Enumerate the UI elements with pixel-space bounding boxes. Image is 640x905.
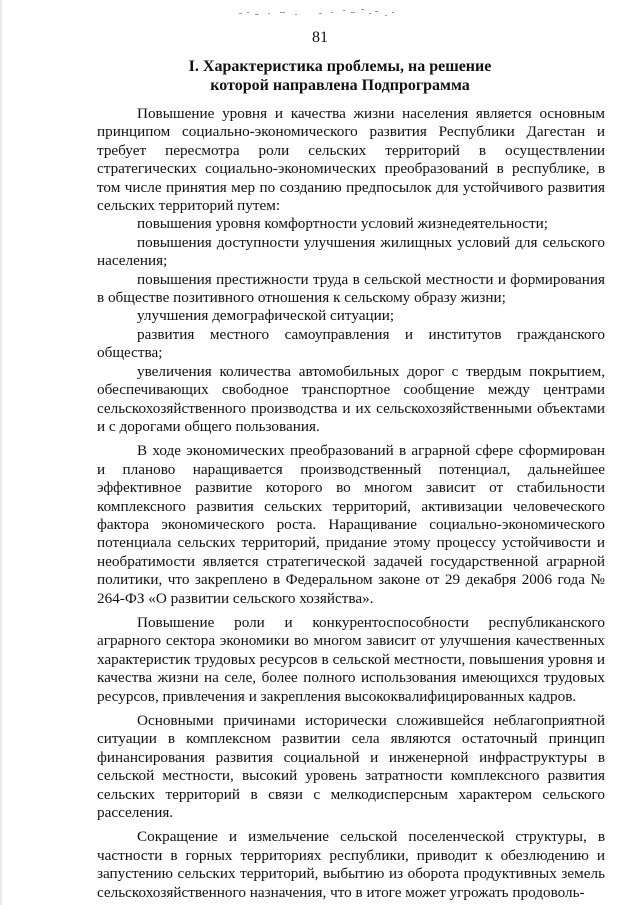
list-item-roads: увеличения количества автомобильных дорог с твердым покрытием, обеспечивающих свободное транспортное сообщение между центрами сельскохозяйственного производства и их сельскохозяйственными объектами и с дорогами общего пользования. (97, 362, 605, 435)
paragraph-settlement-reduction: Сокращение и измельчение сельской поселенческой структуры, в частности в горных территориях республики, приводит к обезлюдению и запустению сельских территорий, выбытию из оборота продуктивных земель сельскохозяйственного назначения, что в итоге может угрожать продоволь- (97, 828, 605, 901)
list-item-demography: улучшения демографической ситуации; (137, 307, 395, 325)
section-title (160, 57, 520, 95)
list-item-self-government: развития местного самоуправления и институтов гражданского общества; (97, 325, 605, 362)
page-number: 81 (312, 29, 328, 46)
section-title-line-2: которой направлена Подпрограмма (210, 77, 470, 94)
list-item-housing: повышения доступности улучшения жилищных условий для сельского населения; (97, 233, 605, 270)
paragraph-economic-transformations: В ходе экономических преобразований в аграрной сфере сформирован и планово наращивается производственный потенциал, дальнейшее эффективное развитие которого во многом зависит от стабильности комплексного развития сельских территорий, активизации человеческого фактора экономического роста. Наращивание социально-экономического потенциала сельских территорий, придание этому процессу устойчивости и необратимости является стратегической задачей государственной аграрной политики, что закреплено в Федеральном законе от 29 декабря 2006 года № 264-ФЗ «О развитии сельского хозяйства». (97, 442, 605, 607)
scan-left-edge (0, 0, 2, 905)
section-title-line-1: I. Характеристика проблемы, на решение (188, 58, 492, 75)
paragraph-intro: Повышение уровня и качества жизни населения является основным принципом социально-экономического развития Республики Дагестан и требует пересмотра роли сельских территорий в осуществлении стратегических социально-экономических преобразований в республике, в том числе принятия мер по созданию предпосылок для устойчивого развития сельских территорий путем: (97, 105, 605, 215)
body-text (97, 105, 605, 902)
list-item-comfort: повышения уровня комфортности условий жизнедеятельности; (137, 215, 549, 233)
list-item-prestige: повышения престижности труда в сельской местности и формирования в обществе позитивного отношения к сельскому образу жизни; (97, 270, 605, 307)
paragraph-competitiveness: Повышение роли и конкурентоспособности республиканского аграрного сектора экономики во многом зависит от улучшения качественных характеристик трудовых ресурсов в сельской местности, повышения уровня и качества жизни на селе, более полного использования имеющихся трудовых ресурсов, привлечения и закрепления высококвалифицированных кадров. (97, 613, 605, 705)
scan-noise-marks (235, 6, 415, 20)
paragraph-main-causes: Основными причинами исторически сложившейся неблагоприятной ситуации в комплексном развитии села являются остаточный принцип финансирования развития социальной и инженерной инфраструктуры в сельской местности, высокий уровень затратности комплексного развития сельских территорий в связи с мелкодисперсным характером сельского расселения. (97, 712, 605, 822)
